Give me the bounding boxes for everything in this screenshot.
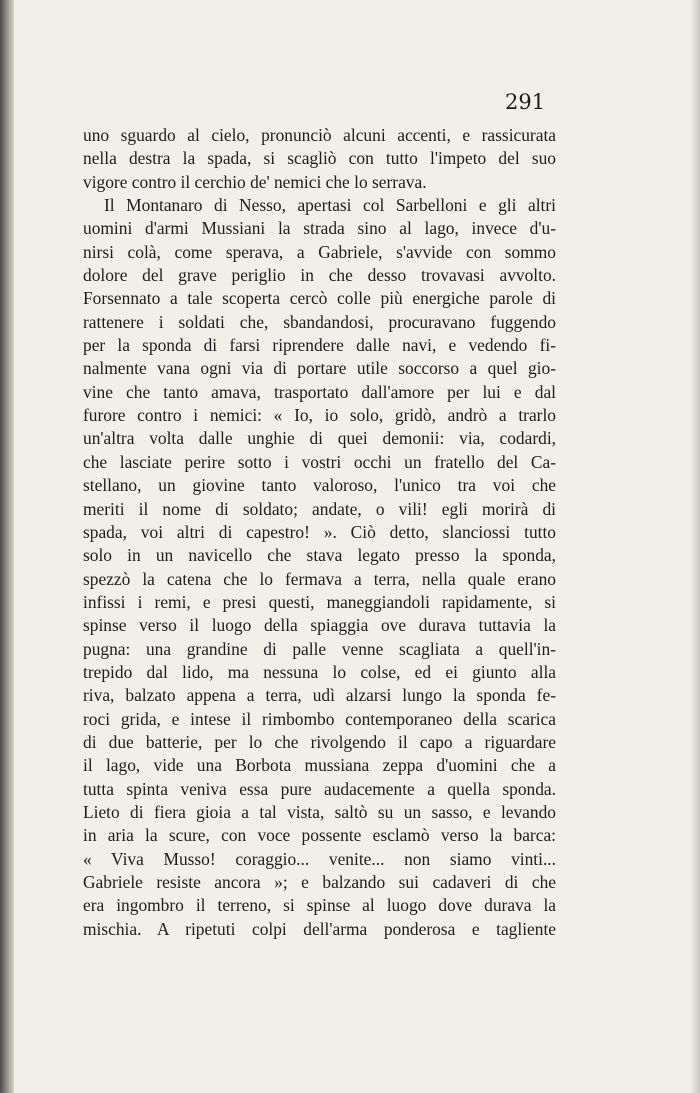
text-line: Gabriele resiste ancora »; e balzando sui cadaveri di che [83, 872, 556, 892]
text-line: spinse verso il luogo della spiaggia ove durava tuttavia la [83, 615, 556, 636]
text-line: furore contro i nemici: « Io, io solo, gridò, andrò a trarlo [83, 405, 556, 426]
text-line: stellano, un giovine tanto valoroso, l'unico tra voi che [83, 475, 556, 496]
text-line: pugna: una grandine di palle venne scagliata a quell'in- [83, 638, 556, 659]
text-line: roci grida, e intese il rimbombo contemporaneo della scarica [83, 708, 556, 729]
text-line: in aria la scure, con voce possente esclamò verso la barca: [83, 825, 556, 846]
text-line: spada, voi altri di capestro! ». Ciò detto, slanciossi tutto [83, 521, 556, 542]
text-line: vine che tanto amava, trasportato dall'amore per lui e dal [83, 381, 556, 402]
text-line: solo in un navicello che stava legato presso la sponda, [83, 545, 556, 566]
text-line: nalmente vana ogni via di portare utile soccorso a quel gio- [83, 358, 556, 379]
text-line: spezzò la catena che lo fermava a terra, nella quale erano [83, 568, 556, 589]
text-line: un'altra volta dalle unghie di quei demonii: via, codardi, [83, 428, 556, 449]
text-line: uno sguardo al cielo, pronunciò alcuni accenti, e rassicurata [83, 125, 556, 145]
text-line: uomini d'armi Mussiani la strada sino al lago, invece d'u- [83, 218, 556, 239]
text-line: per la sponda di farsi riprendere dalle navi, e vedendo fi- [83, 335, 556, 356]
text-line: il lago, vide una Borbota mussiana zeppa d'uomini che a [83, 755, 556, 776]
text-line: meriti il nome di soldato; andate, o vili! egli morirà di [83, 498, 556, 519]
text-line: infissi i remi, e presi questi, maneggiandoli rapidamente, si [83, 591, 556, 612]
text-line: nella destra la spada, si scagliò con tutto l'impeto del suo [83, 148, 556, 169]
text-line: che lasciate perire sotto i vostri occhi un fratello del Ca- [83, 451, 556, 472]
binding-edge [0, 0, 14, 1093]
page-edge-shadow [690, 0, 700, 1093]
text-line: mischia. A ripetuti colpi dell'arma ponderosa e tagliente [83, 918, 556, 939]
text-line: Forsennato a tale scoperta cercò colle più energiche parole di [83, 288, 556, 309]
text-line: Il Montanaro di Nesso, apertasi col Sarbelloni e gli altri [104, 195, 556, 216]
text-line: trepido dal lido, ma nessuna lo colse, ed ei giunto alla [83, 661, 556, 682]
text-line: tutta spinta veniva essa pure audacemente a quella sponda. [83, 778, 556, 799]
text-line: era ingombro il terreno, si spinse al luogo dove durava la [83, 895, 556, 916]
text-line: « Viva Musso! coraggio... venite... non siamo vinti... [83, 848, 556, 869]
text-line: di due batterie, per lo che rivolgendo il capo a riguardare [83, 731, 556, 752]
text-line: riva, balzato appena a terra, udì alzarsi lungo la sponda fe- [83, 685, 556, 706]
text-line: rattenere i soldati che, sbandandosi, procuravano fuggendo [83, 311, 556, 332]
body-text [83, 124, 556, 941]
text-line: nirsi colà, come sperava, a Gabriele, s'avvide con sommo [83, 241, 556, 262]
text-line: vigore contro il cerchio de' nemici che lo serrava. [83, 171, 427, 192]
text-line: Lieto di fiera gioia a tal vista, saltò su un sasso, e levando [83, 801, 556, 822]
page-number: 291 [505, 90, 546, 114]
text-line: dolore del grave periglio in che desso trovavasi avvolto. [83, 265, 556, 286]
